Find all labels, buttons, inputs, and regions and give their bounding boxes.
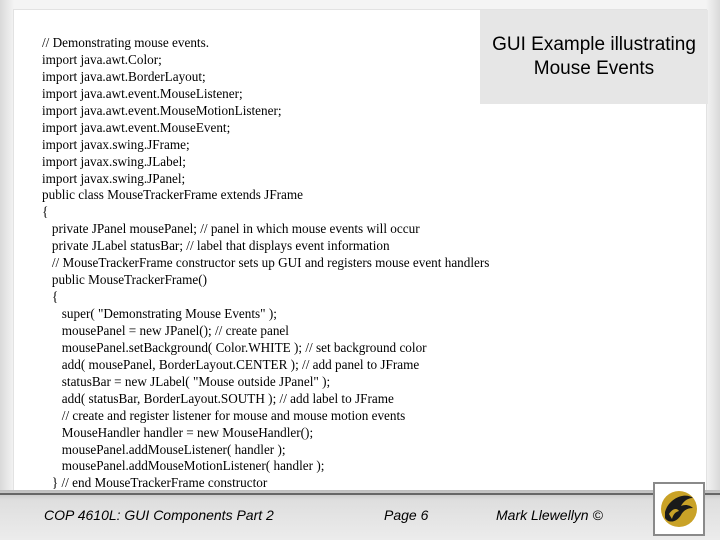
code-line: MouseHandler handler = new MouseHandler();: [42, 424, 314, 440]
code-line: import java.awt.event.MouseListener;: [42, 85, 243, 101]
code-line: mousePanel.addMouseMotionListener( handler );: [42, 458, 325, 474]
code-line: public MouseTrackerFrame(): [42, 272, 208, 288]
code-line: {: [42, 204, 49, 220]
footer-page-number: Page 6: [384, 507, 429, 523]
code-line: import java.awt.BorderLayout;: [42, 68, 206, 84]
footer-divider: [0, 493, 720, 495]
code-line: // Demonstrating mouse events.: [42, 35, 210, 50]
code-line: mousePanel.addMouseListener( handler );: [42, 441, 286, 457]
code-line: // MouseTrackerFrame constructor sets up GUI and registers mouse event handlers: [42, 255, 490, 271]
code-line: super( "Demonstrating Mouse Events" );: [42, 306, 277, 321]
code-line: add( statusBar, BorderLayout.SOUTH ); // add label to JFrame: [42, 390, 394, 406]
code-line: public class MouseTrackerFrame extends JFrame: [42, 187, 304, 203]
code-line: mousePanel = new JPanel(); // create panel: [42, 322, 289, 338]
code-line: {: [42, 289, 59, 305]
code-line: // create and register listener for mouse and mouse motion events: [42, 407, 406, 423]
code-line: import javax.swing.JFrame;: [42, 136, 190, 152]
footer-author: Mark Llewellyn ©: [496, 507, 603, 523]
logo-box: [653, 482, 705, 536]
code-line: private JPanel mousePanel; // panel in which mouse events will occur: [42, 221, 420, 237]
code-line: mousePanel.setBackground( Color.WHITE ); // set background color: [42, 339, 427, 355]
code-line: add( mousePanel, BorderLayout.CENTER ); // add panel to JFrame: [42, 356, 420, 372]
code-line: private JLabel statusBar; // label that displays event information: [42, 238, 390, 254]
callout-line-1: GUI Example illustrating: [492, 34, 696, 55]
code-line: import javax.swing.JPanel;: [42, 170, 186, 186]
code-line: import java.awt.event.MouseEvent;: [42, 119, 231, 135]
footer-course: COP 4610L: GUI Components Part 2: [44, 507, 274, 523]
callout-line-2: Mouse Events: [533, 58, 655, 79]
ucf-pegasus-logo-icon: [655, 484, 703, 534]
code-line: import javax.swing.JLabel;: [42, 153, 186, 169]
code-line: import java.awt.Color;: [42, 51, 162, 67]
code-block: [42, 35, 642, 492]
code-line: } // end MouseTrackerFrame constructor: [42, 475, 268, 491]
code-line: statusBar = new JLabel( "Mouse outside JPanel" );: [42, 373, 331, 389]
code-line: import java.awt.event.MouseMotionListener;: [42, 102, 282, 118]
